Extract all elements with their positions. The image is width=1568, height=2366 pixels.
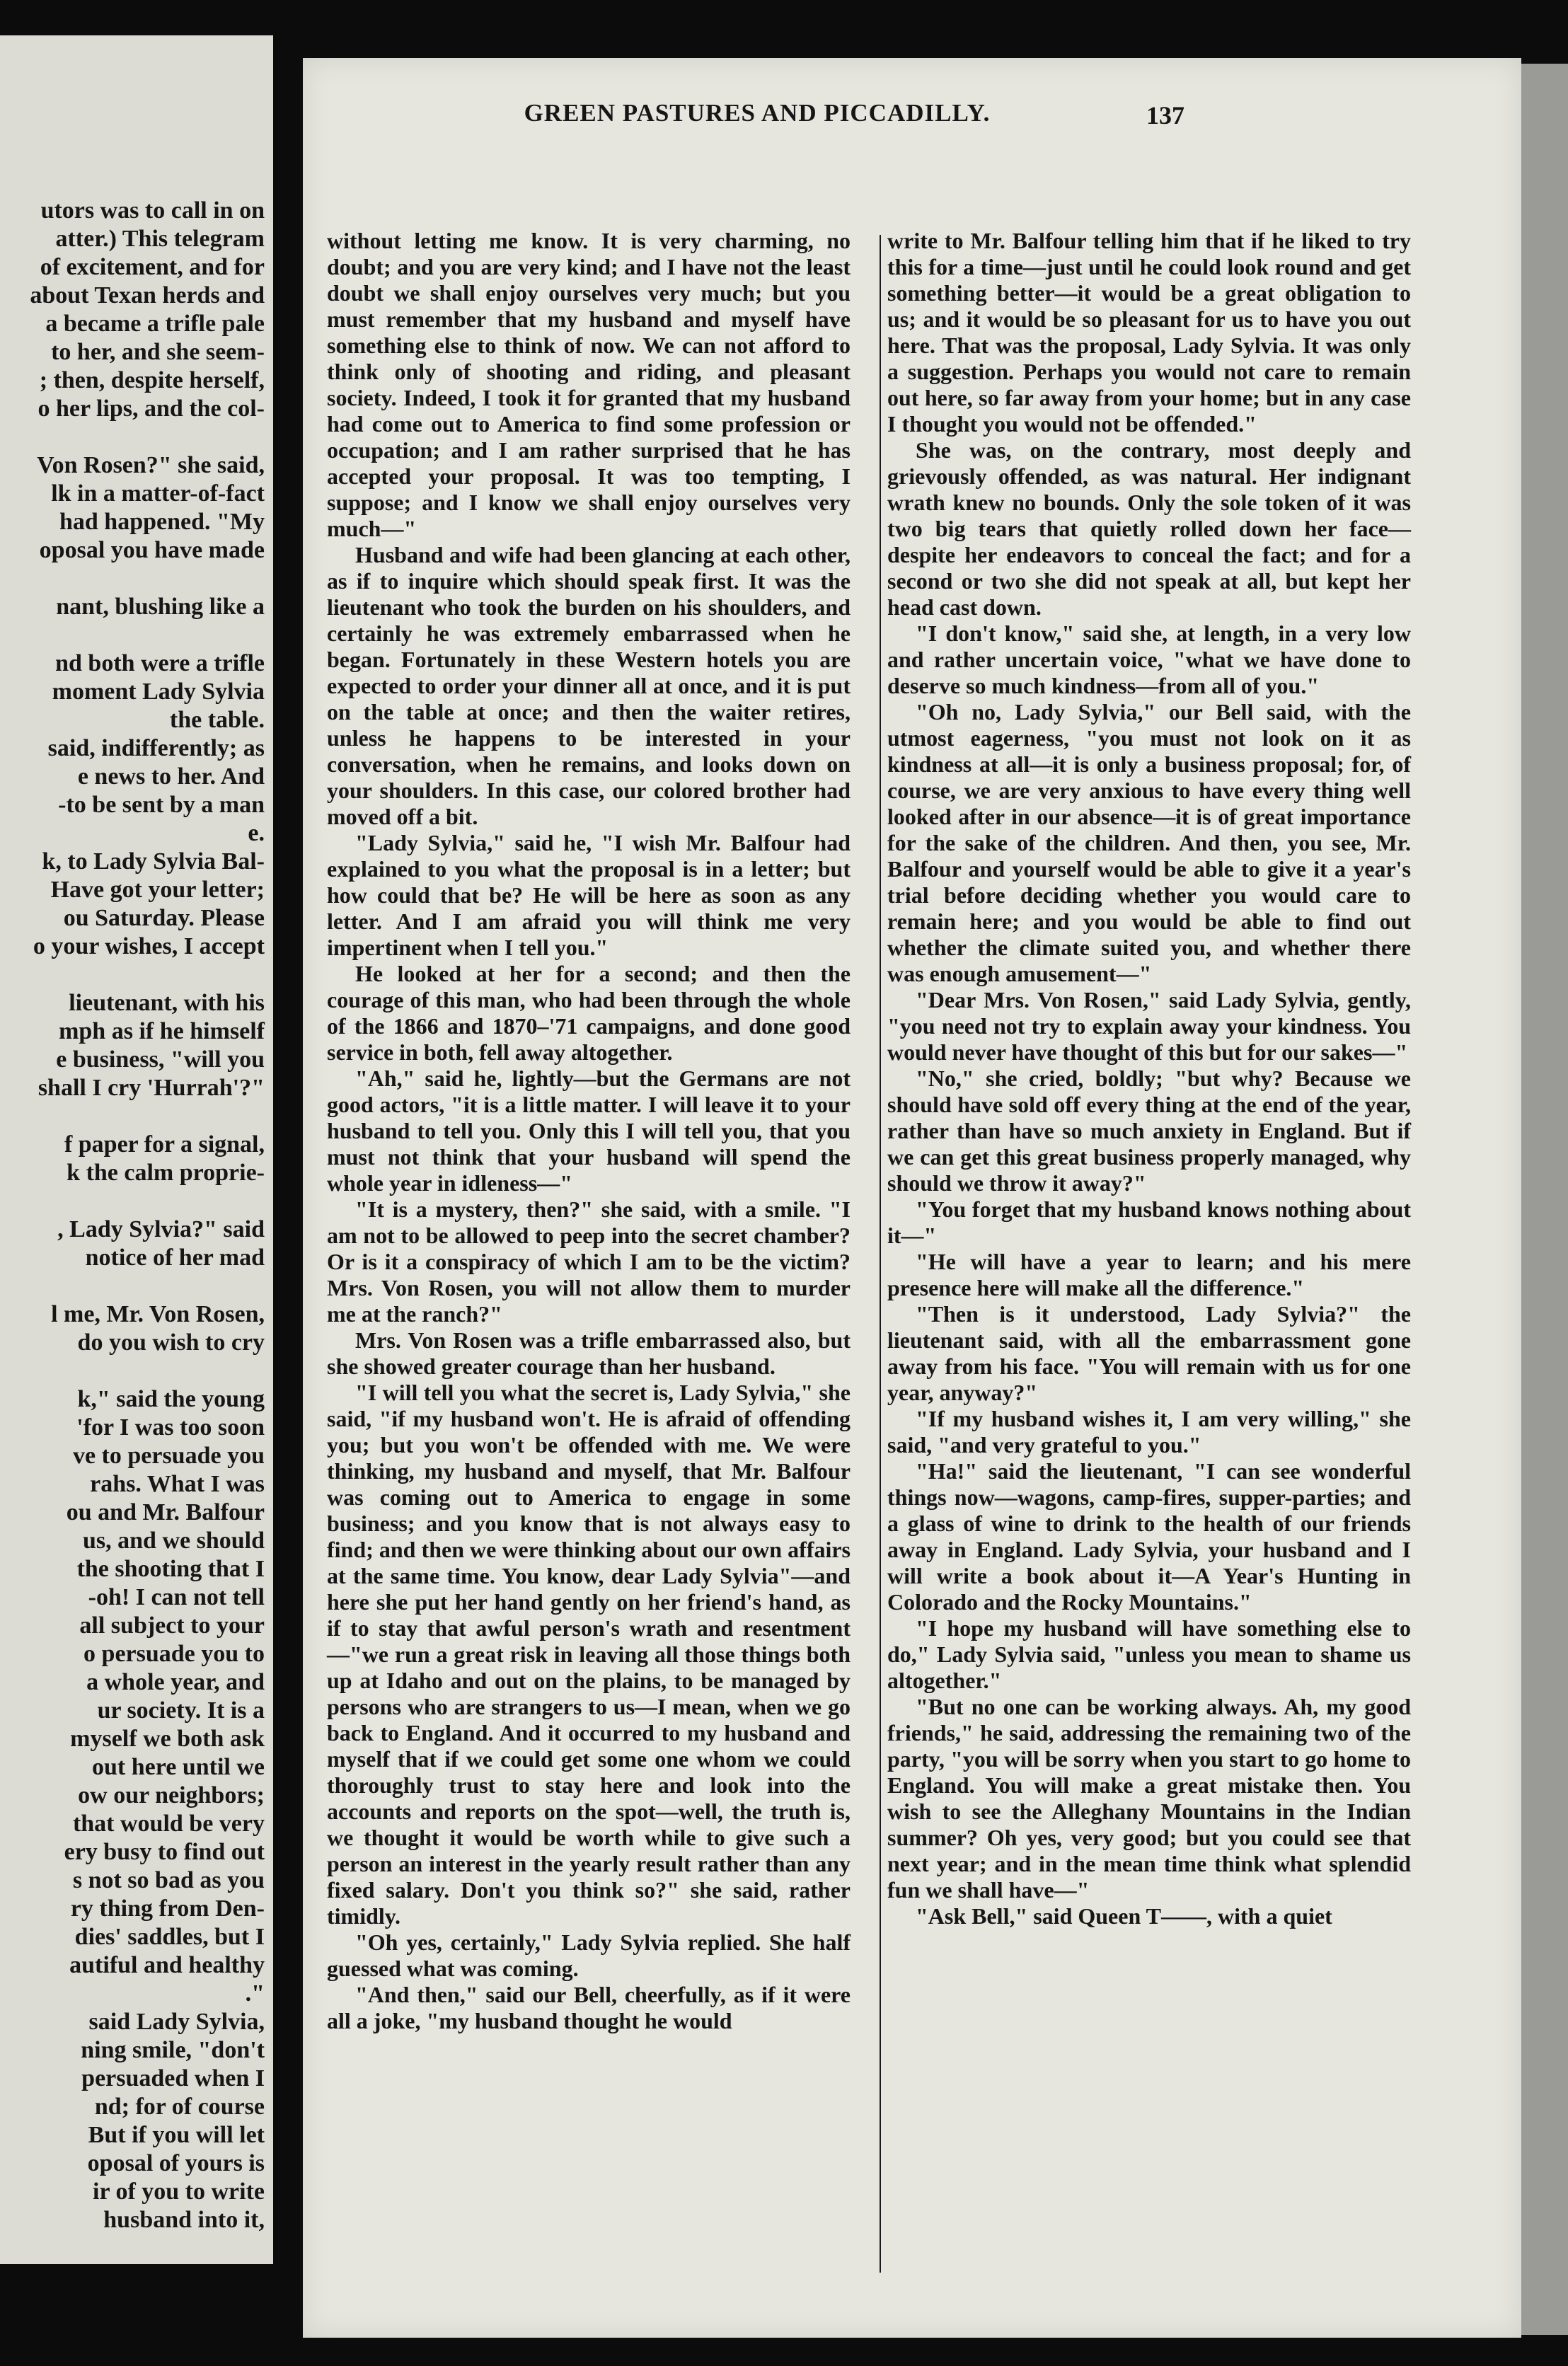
strip-line: oposal of yours is [87, 2150, 265, 2176]
strip-line: 'for I was too soon [76, 1414, 265, 1441]
page-edge [1521, 64, 1568, 2335]
strip-line: l me, Mr. Von Rosen, [51, 1301, 265, 1327]
paragraph: "Then is it understood, Lady Sylvia?" the lieutenant said, with all the embarrassment gone away from his face. "You will remain with us for one year, anyway?" [887, 1301, 1411, 1405]
strip-line: o persuade you to [83, 1641, 265, 1667]
strip-line: a whole year, and [86, 1669, 265, 1695]
strip-line: of excitement, and for [40, 254, 265, 280]
strip-line: k the calm proprie- [67, 1160, 265, 1186]
text-area [303, 58, 1521, 2338]
paragraph: "But no one can be working always. Ah, my good friends," he said, addressing the remaining two of the party, "you will be sorry when you start to go home to England. You will make a great mistake then. You wish to see the Alleghany Mountains in the Indian summer? Oh yes, very good; but you could see that next year; and in the mean time think what splendid fun we shall have—" [887, 1694, 1411, 1903]
running-head: GREEN PASTURES AND PICCADILLY. [524, 99, 991, 127]
paragraph: without letting me know. It is very charming, no doubt; and you are very kind; and I have not the least doubt we shall enjoy ourselves very much; but you must remember that my husband and myself have something else to think of now. We can not afford to think only of shooting and riding, and pleasant society. Indeed, I took it for granted that my husband had come out to America to find some profession or occupation; and I am rather surprised that he has accepted your proposal. It was too tempting, I suppose; and I know we shall enjoy ourselves very much—" [327, 228, 851, 541]
strip-line: ." [245, 1980, 265, 2007]
paragraph: write to Mr. Balfour telling him that if he liked to try this for a time—just until he could look round and get something better—it would be a great obligation to us; and it would be so pleasant for us to have you out here. That was the proposal, Lady Sylvia. It was only a suggestion. Perhaps you would not care to remain out here, so far away from your home; but in any case I thought you would not be offended." [887, 228, 1411, 437]
paragraph: Mrs. Von Rosen was a trifle embarrassed also, but she showed greater courage than her husband. [327, 1327, 851, 1379]
strip-line: nd both were a trifle [55, 650, 265, 676]
strip-line: ow our neighbors; [78, 1782, 265, 1808]
strip-line: ou Saturday. Please [63, 905, 265, 931]
strip-line: k," said the young [77, 1386, 265, 1412]
strip-line: k, to Lady Sylvia Bal- [42, 848, 265, 875]
strip-line: ning smile, "don't [81, 2037, 265, 2063]
strip-line: ou and Mr. Balfour [66, 1499, 265, 1525]
strip-line: f paper for a signal, [64, 1131, 265, 1158]
paragraph: "He will have a year to learn; and his mere presence here will make all the difference." [887, 1249, 1411, 1300]
strip-line: e business, "will you [56, 1046, 265, 1073]
strip-line: said Lady Sylvia, [88, 2009, 265, 2035]
left-column [327, 228, 851, 2034]
paragraph: "No," she cried, boldly; "but why? Because we should have sold off every thing at the end of the year, rather than have so much anxiety in England. But if we can get this great business properly managed, why should we throw it away?" [887, 1066, 1411, 1196]
paragraph: "Oh no, Lady Sylvia," our Bell said, with the utmost eagerness, "you must not look on it as kindness at all—it is only a business proposal; for, of course, we are very anxious to have every thing well looked after in our absence—it is of great importance for the sake of the children. And then, you see, Mr. Balfour and yourself would be able to give it a year's trial before deciding whether you would care to remain here; and you would be able to find out whether the climate suited you, and whether there was enough amusement—" [887, 699, 1411, 986]
strip-line: ve to persuade you [72, 1443, 265, 1469]
strip-line: oposal you have made [39, 537, 265, 563]
strip-line: atter.) This telegram [55, 226, 265, 252]
strip-line: s not so bad as you [72, 1867, 265, 1893]
strip-line: myself we both ask [70, 1726, 265, 1752]
paragraph: He looked at her for a second; and then the courage of this man, who had been through the whole of the 1866 and 1870–'71 campaigns, and done good service in both, fell away altogether. [327, 961, 851, 1065]
paragraph: "If my husband wishes it, I am very willing," she said, "and very grateful to you." [887, 1406, 1411, 1458]
strip-line: moment Lady Sylvia [52, 679, 265, 705]
paragraph: "It is a mystery, then?" she said, with a smile. "I am not to be allowed to peep into the secret chamber? Or is it a conspiracy of which I am to be the victim? Mrs. Von Rosen, you will not allow them to murder me at the ranch?" [327, 1196, 851, 1327]
paragraph: "I don't know," said she, at length, in a very low and rather uncertain voice, "what we have done to deserve so much kindness—from all of you." [887, 621, 1411, 698]
strip-line: mph as if he himself [59, 1018, 265, 1044]
strip-line: , Lady Sylvia?" said [57, 1216, 265, 1242]
paragraph: "Lady Sylvia," said he, "I wish Mr. Balfour had explained to you what the proposal is in a letter; but how could that be? He will be here as soon as any letter. And I am afraid you will think me very impertinent when I tell you." [327, 830, 851, 960]
strip-line: shall I cry 'Hurrah'?" [38, 1075, 265, 1101]
strip-line: -oh! I can not tell [88, 1584, 265, 1610]
strip-line: nant, blushing like a [56, 594, 265, 620]
strip-line: lk in a matter-of-fact [51, 480, 265, 507]
strip-line: utors was to call in on [40, 197, 265, 224]
strip-line: us, and we should [82, 1528, 265, 1554]
paragraph: "Ha!" said the lieutenant, "I can see wonderful things now—wagons, camp-fires, supper-parties; and a glass of wine to drink to the health of our friends away in England. Lady Sylvia, your husband and I will write a book about it—A Year's Hunting in Colorado and the Rocky Mountains." [887, 1458, 1411, 1615]
strip-line: dies' saddles, but I [74, 1924, 265, 1950]
paragraph: "I will tell you what the secret is, Lady Sylvia," she said, "if my husband won't. He is afraid of offending you; but you won't be offended with me. We were thinking, my husband and myself, that Mr. Balfour was coming out to America to engage in some business; and you know that is not always easy to find; and then we were thinking about our own affairs at the same time. You know, dear Lady Sylvia"—and here she put her hand gently on her friend's hand, as if to stay that awful person's wrath and resentment—"we run a great risk in leaving all those things both up at Idaho and out on the plains, to be managed by persons who are strangers to us—I mean, when we go back to England. And it occurred to my husband and myself that if we could get some one whom we could thoroughly trust to stay here and look into the accounts and reports on the spot—well, the truth is, we thought it would be worth while to give such a person an interest in the yearly result rather than any fixed salary. Don't you think so?" she said, rather timidly. [327, 1380, 851, 1929]
strip-line: ry thing from Den- [70, 1895, 265, 1922]
paragraph: "Ah," said he, lightly—but the Germans are not good actors, "it is a little matter. I will leave it to your husband to tell you. Only this I will tell you, that you must not think that your husband will spend the whole year in idleness—" [327, 1066, 851, 1196]
strip-line: lieutenant, with his [69, 990, 265, 1016]
strip-line: all subject to your [79, 1612, 265, 1639]
strip-line: the table. [169, 707, 265, 733]
column-rule [880, 235, 881, 2273]
strip-line: that would be very [72, 1811, 265, 1837]
strip-line: e news to her. And [77, 763, 265, 790]
strip-line: But if you will let [88, 2122, 265, 2148]
strip-line: about Texan herds and [30, 282, 265, 308]
strip-line: rahs. What I was [90, 1471, 265, 1497]
strip-line: ir of you to write [93, 2179, 265, 2205]
paragraph: Husband and wife had been glancing at each other, as if to inquire which should speak first. It was the lieutenant who took the burden on his shoulders, and certainly he was extremely embarrassed when he began. Fortunately in these Western hotels you are expected to order your dinner all at once, and it is put on the table at once; and then the waiter retires, unless he happens to be interested in your conversation, when he remains, and looks down on your shoulders. In this case, our colored brother had moved off a bit. [327, 542, 851, 829]
paragraph: She was, on the contrary, most deeply and grievously offended, as was natural. Her indignant wrath knew no bounds. Only the sole token of it was two big tears that quietly rolled down her face—despite her endeavors to conceal the fact; and for a second or two she did not speak at all, but kept her head cast down. [887, 437, 1411, 620]
strip-line: had happened. "My [59, 509, 265, 535]
paragraph: "You forget that my husband knows nothing about it—" [887, 1196, 1411, 1248]
strip-line: e. [248, 820, 265, 846]
strip-line: Have got your letter; [50, 877, 265, 903]
strip-line: ur society. It is a [97, 1697, 265, 1724]
strip-line: -to be sent by a man [58, 792, 265, 818]
strip-line: ; then, despite herself, [39, 367, 265, 393]
strip-line: o her lips, and the col- [38, 396, 265, 422]
strip-line: do you wish to cry [77, 1329, 265, 1356]
paragraph: "Oh yes, certainly," Lady Sylvia replied. She half guessed what was coming. [327, 1929, 851, 1981]
strip-line: ery busy to find out [64, 1839, 265, 1865]
strip-line: autiful and healthy [69, 1952, 265, 1978]
strip-line: nd; for of course [94, 2094, 265, 2120]
strip-line: Von Rosen?" she said, [37, 452, 265, 478]
strip-line: the shooting that I [76, 1556, 265, 1582]
paragraph: "And then," said our Bell, cheerfully, as if it were all a joke, "my husband thought he would [327, 1982, 851, 2033]
right-column [887, 228, 1411, 1929]
strip-line: notice of her mad [85, 1245, 265, 1271]
paragraph: "Dear Mrs. Von Rosen," said Lady Sylvia, gently, "you need not try to explain away your kindness. You would never have thought of this but for our sakes—" [887, 987, 1411, 1065]
paragraph: "I hope my husband will have something else to do," Lady Sylvia said, "unless you mean to shame us altogether." [887, 1615, 1411, 1693]
paragraph: "Ask Bell," said Queen T——, with a quiet [916, 1903, 1332, 1929]
strip-line: to her, and she seem- [51, 339, 265, 365]
strip-line: o your wishes, I accept [33, 933, 265, 959]
strip-line: said, indifferently; as [47, 735, 265, 761]
strip-line: persuaded when I [81, 2065, 265, 2091]
facing-page-strip [0, 35, 273, 2264]
strip-line: a became a trifle pale [45, 311, 265, 337]
strip-line: out here until we [92, 1754, 265, 1780]
strip-line: husband into it, [103, 2207, 265, 2233]
page-number: 137 [1146, 101, 1184, 129]
